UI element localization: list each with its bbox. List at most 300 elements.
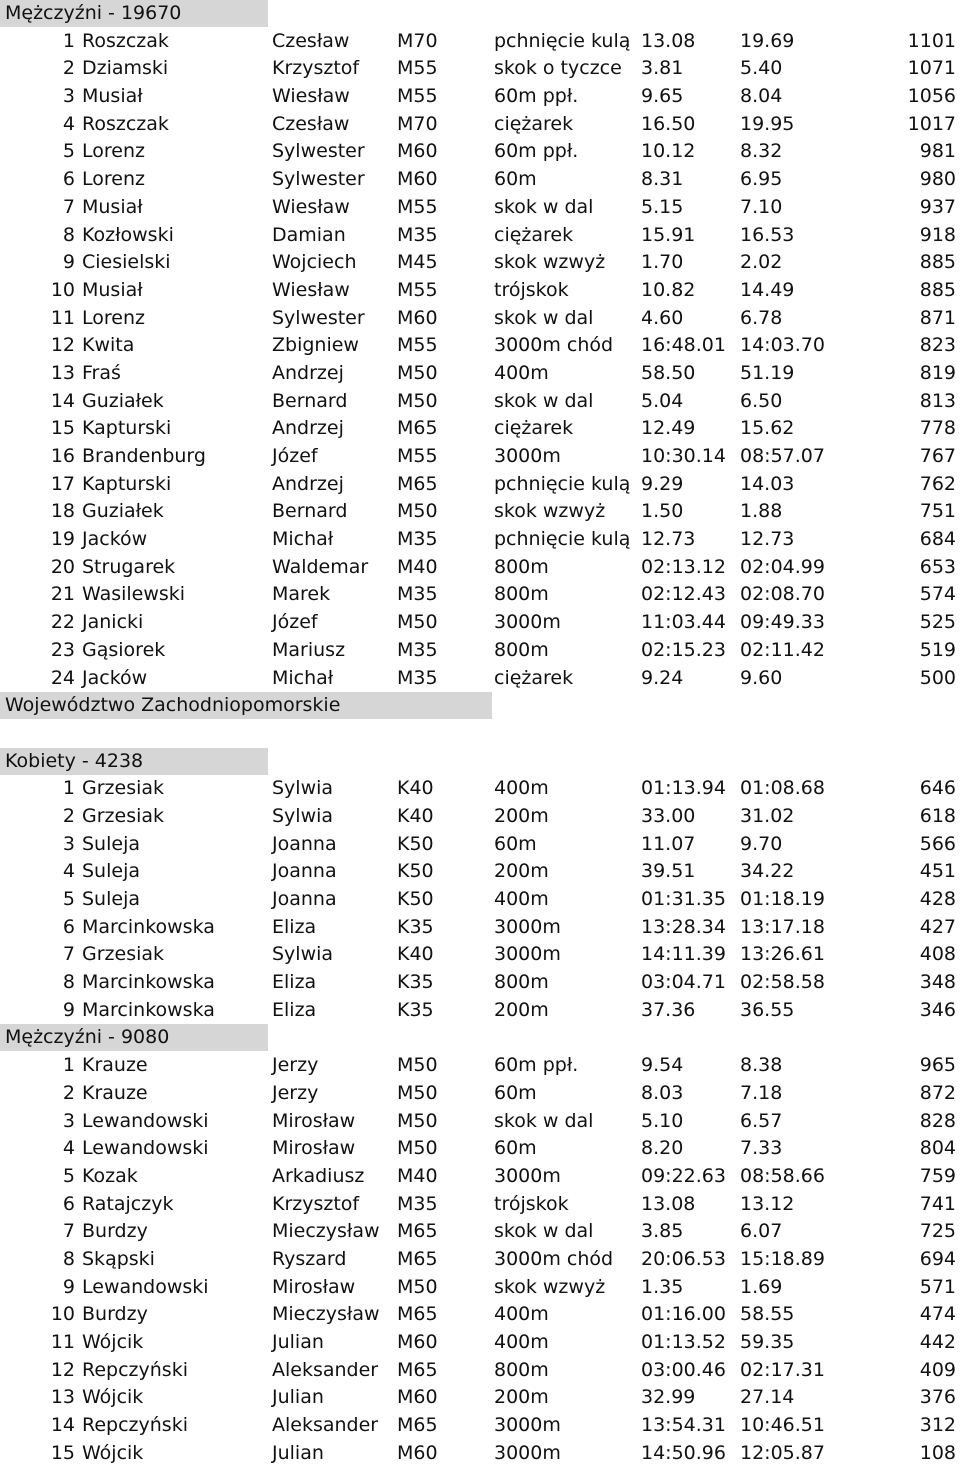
first-name: Joanna bbox=[272, 888, 337, 910]
age-category: M50 bbox=[397, 389, 438, 412]
first-name: Czesław bbox=[272, 29, 350, 52]
age-graded-result: 59.35 bbox=[740, 1331, 795, 1353]
surname: Lorenz bbox=[82, 168, 145, 191]
event: 400m bbox=[494, 361, 549, 384]
points: 981 bbox=[919, 140, 956, 163]
event: ciężarek bbox=[494, 417, 574, 440]
rank-number: 14 bbox=[50, 1414, 75, 1437]
result: 5.15 bbox=[641, 195, 684, 218]
first-name: Joanna bbox=[272, 860, 337, 883]
rank-number: 5 bbox=[62, 140, 75, 163]
result: 13:28.34 bbox=[641, 915, 726, 938]
event: skok w dal bbox=[494, 389, 594, 412]
age-category: K50 bbox=[397, 832, 434, 855]
table-row bbox=[0, 1357, 960, 1385]
table-row bbox=[0, 194, 960, 222]
result: 1.35 bbox=[641, 1275, 684, 1298]
age-graded-result: 02:11.42 bbox=[740, 638, 825, 661]
points: 813 bbox=[919, 389, 956, 412]
table-row bbox=[0, 1301, 960, 1329]
first-name: Julian bbox=[272, 1331, 324, 1353]
points: 566 bbox=[919, 832, 956, 855]
surname: Kozłowski bbox=[82, 223, 174, 246]
age-category: K50 bbox=[397, 888, 434, 910]
table-row bbox=[0, 471, 960, 499]
age-graded-result: 09:49.33 bbox=[740, 611, 825, 634]
surname: Krauze bbox=[82, 1081, 148, 1104]
age-category: M65 bbox=[397, 1220, 438, 1243]
table-row bbox=[0, 28, 960, 56]
result: 13:54.31 bbox=[641, 1414, 726, 1437]
section-header-row bbox=[0, 0, 960, 28]
rank-number: 1 bbox=[62, 29, 75, 52]
surname: Burdzy bbox=[82, 1303, 148, 1326]
event: skok o tyczce bbox=[494, 57, 622, 80]
event: 3000m bbox=[494, 611, 561, 634]
event: 400m bbox=[494, 1303, 549, 1326]
points: 885 bbox=[919, 251, 956, 274]
rank-number: 21 bbox=[50, 583, 75, 606]
age-graded-result: 10:46.51 bbox=[740, 1414, 825, 1437]
result: 13.08 bbox=[641, 1192, 696, 1215]
age-category: M70 bbox=[397, 29, 438, 52]
age-graded-result: 5.40 bbox=[740, 57, 783, 80]
points: 409 bbox=[919, 1358, 956, 1381]
rank-number: 6 bbox=[62, 168, 75, 191]
age-category: M55 bbox=[397, 278, 438, 301]
first-name: Józef bbox=[272, 611, 318, 634]
age-graded-result: 02:17.31 bbox=[740, 1358, 825, 1381]
result: 20:06.53 bbox=[641, 1247, 726, 1270]
age-graded-result: 16.53 bbox=[740, 223, 795, 246]
surname: Roszczak bbox=[82, 112, 169, 135]
first-name: Sylwester bbox=[272, 168, 365, 191]
result: 8.20 bbox=[641, 1137, 684, 1160]
table-row bbox=[0, 277, 960, 305]
table-row bbox=[0, 1080, 960, 1108]
first-name: Ryszard bbox=[272, 1247, 347, 1270]
age-category: M55 bbox=[397, 57, 438, 80]
result: 5.10 bbox=[641, 1109, 684, 1132]
points: 871 bbox=[919, 306, 956, 329]
first-name: Julian bbox=[272, 1441, 324, 1464]
table-row bbox=[0, 1384, 960, 1412]
table-row bbox=[0, 1191, 960, 1219]
points: 408 bbox=[919, 943, 956, 966]
age-category: K40 bbox=[397, 943, 434, 966]
age-graded-result: 9.60 bbox=[740, 666, 783, 689]
event: trójskok bbox=[494, 1192, 569, 1215]
result: 15.91 bbox=[641, 223, 696, 246]
surname: Skąpski bbox=[82, 1247, 155, 1270]
result: 8.03 bbox=[641, 1081, 684, 1104]
table-row bbox=[0, 1135, 960, 1163]
table-row bbox=[0, 415, 960, 443]
points: 751 bbox=[919, 500, 956, 523]
age-category: M60 bbox=[397, 306, 438, 329]
age-category: M35 bbox=[397, 1192, 438, 1215]
rank-number: 8 bbox=[62, 971, 75, 994]
surname: Strugarek bbox=[82, 555, 176, 578]
points: 348 bbox=[919, 971, 956, 994]
first-name: Zbigniew bbox=[272, 334, 359, 357]
table-row bbox=[0, 526, 960, 554]
result: 11.07 bbox=[641, 832, 696, 855]
age-graded-result: 31.02 bbox=[740, 804, 795, 827]
result: 14:50.96 bbox=[641, 1441, 726, 1464]
result: 39.51 bbox=[641, 860, 696, 883]
age-graded-result: 9.70 bbox=[740, 832, 783, 855]
result: 58.50 bbox=[641, 361, 696, 384]
first-name: Krzysztof bbox=[272, 1192, 360, 1215]
points: 741 bbox=[919, 1192, 956, 1215]
event: pchnięcie kulą bbox=[494, 29, 631, 52]
points: 980 bbox=[919, 168, 956, 191]
section-header-row bbox=[0, 692, 960, 720]
points: 1101 bbox=[907, 29, 956, 52]
table-row bbox=[0, 1052, 960, 1080]
surname: Kozak bbox=[82, 1164, 138, 1187]
rank-number: 22 bbox=[50, 611, 75, 634]
points: 872 bbox=[919, 1081, 956, 1104]
points: 519 bbox=[919, 638, 956, 661]
table-row bbox=[0, 249, 960, 277]
surname: Krauze bbox=[82, 1054, 148, 1077]
age-graded-result: 02:08.70 bbox=[740, 583, 825, 606]
first-name: Mirosław bbox=[272, 1275, 356, 1298]
rank-number: 15 bbox=[50, 417, 75, 440]
table-row bbox=[0, 831, 960, 859]
surname: Kapturski bbox=[82, 417, 172, 440]
table-row bbox=[0, 581, 960, 609]
rank-number: 4 bbox=[62, 112, 75, 135]
age-category: M35 bbox=[397, 528, 438, 551]
points: 684 bbox=[919, 528, 956, 551]
event: 800m bbox=[494, 555, 549, 578]
surname: Jacków bbox=[82, 528, 148, 551]
first-name: Bernard bbox=[272, 389, 348, 412]
first-name: Eliza bbox=[272, 915, 317, 938]
event: pchnięcie kulą bbox=[494, 472, 631, 495]
age-category: M50 bbox=[397, 500, 438, 523]
first-name: Aleksander bbox=[272, 1414, 379, 1437]
age-category: M65 bbox=[397, 1303, 438, 1326]
result: 11:03.44 bbox=[641, 611, 726, 634]
rank-number: 12 bbox=[50, 334, 75, 357]
result: 12.73 bbox=[641, 528, 696, 551]
age-category: M50 bbox=[397, 1054, 438, 1077]
surname: Roszczak bbox=[82, 29, 169, 52]
age-graded-result: 08:58.66 bbox=[740, 1164, 825, 1187]
first-name: Sylwia bbox=[272, 943, 334, 966]
table-row bbox=[0, 803, 960, 831]
result: 10.82 bbox=[641, 278, 696, 301]
surname: Marcinkowska bbox=[82, 971, 215, 994]
first-name: Waldemar bbox=[272, 555, 369, 578]
rank-number: 15 bbox=[50, 1441, 75, 1464]
points: 804 bbox=[919, 1137, 956, 1160]
table-row bbox=[0, 55, 960, 83]
surname: Repczyński bbox=[82, 1414, 188, 1437]
age-category: M35 bbox=[397, 223, 438, 246]
rank-number: 2 bbox=[62, 804, 75, 827]
table-row bbox=[0, 554, 960, 582]
points: 937 bbox=[919, 195, 956, 218]
rank-number: 1 bbox=[62, 777, 75, 800]
table-row bbox=[0, 1163, 960, 1191]
table-row bbox=[0, 138, 960, 166]
event: 800m bbox=[494, 638, 549, 661]
event: 200m bbox=[494, 860, 549, 883]
age-category: M35 bbox=[397, 666, 438, 689]
first-name: Eliza bbox=[272, 971, 317, 994]
table-row bbox=[0, 360, 960, 388]
age-category: M50 bbox=[397, 1137, 438, 1160]
rank-number: 7 bbox=[62, 1220, 75, 1243]
points: 1056 bbox=[907, 85, 956, 108]
age-graded-result: 6.50 bbox=[740, 389, 783, 412]
table-row bbox=[0, 609, 960, 637]
age-graded-result: 12.73 bbox=[740, 528, 795, 551]
event: trójskok bbox=[494, 278, 569, 301]
points: 918 bbox=[919, 223, 956, 246]
rank-number: 7 bbox=[62, 195, 75, 218]
first-name: Michał bbox=[272, 528, 334, 551]
surname: Lewandowski bbox=[82, 1109, 209, 1132]
event: 800m bbox=[494, 1358, 549, 1381]
age-graded-result: 7.33 bbox=[740, 1137, 783, 1160]
section-header: Mężczyźni - 19670 bbox=[0, 0, 268, 27]
table-row bbox=[0, 388, 960, 416]
section-header: Województwo Zachodniopomorskie bbox=[0, 692, 492, 719]
spacer-row bbox=[0, 720, 960, 748]
first-name: Arkadiusz bbox=[272, 1164, 365, 1187]
points: 346 bbox=[919, 998, 956, 1021]
section-header-row bbox=[0, 748, 960, 776]
points: 571 bbox=[919, 1275, 956, 1298]
points: 725 bbox=[919, 1220, 956, 1243]
age-graded-result: 14:03.70 bbox=[740, 334, 825, 357]
points: 778 bbox=[919, 417, 956, 440]
age-category: M65 bbox=[397, 417, 438, 440]
rank-number: 24 bbox=[50, 666, 75, 689]
age-category: K50 bbox=[397, 860, 434, 883]
event: skok w dal bbox=[494, 1109, 594, 1132]
points: 885 bbox=[919, 278, 956, 301]
first-name: Mieczysław bbox=[272, 1220, 380, 1243]
table-row bbox=[0, 1246, 960, 1274]
age-graded-result: 7.18 bbox=[740, 1081, 783, 1104]
result: 16.50 bbox=[641, 112, 696, 135]
age-graded-result: 1.88 bbox=[740, 500, 783, 523]
points: 965 bbox=[919, 1054, 956, 1077]
event: 60m ppł. bbox=[494, 1054, 579, 1077]
age-category: M65 bbox=[397, 1358, 438, 1381]
age-category: M50 bbox=[397, 611, 438, 634]
points: 694 bbox=[919, 1247, 956, 1270]
points: 451 bbox=[919, 860, 956, 883]
event: 3000m chód bbox=[494, 1247, 614, 1270]
result: 02:15.23 bbox=[641, 638, 726, 661]
first-name: Andrzej bbox=[272, 361, 344, 384]
event: skok w dal bbox=[494, 306, 594, 329]
event: 800m bbox=[494, 583, 549, 606]
first-name: Czesław bbox=[272, 112, 350, 135]
surname: Wasilewski bbox=[82, 583, 186, 606]
points: 442 bbox=[919, 1331, 956, 1353]
points: 767 bbox=[919, 445, 956, 467]
surname: Repczyński bbox=[82, 1358, 188, 1381]
table-row bbox=[0, 222, 960, 250]
rank-number: 6 bbox=[62, 915, 75, 938]
table-row bbox=[0, 1218, 960, 1246]
surname: Ratajczyk bbox=[82, 1192, 174, 1215]
points: 474 bbox=[919, 1303, 956, 1326]
points: 574 bbox=[919, 583, 956, 606]
first-name: Sylwia bbox=[272, 777, 334, 800]
surname: Wójcik bbox=[82, 1331, 144, 1353]
age-graded-result: 13.12 bbox=[740, 1192, 795, 1215]
age-category: M35 bbox=[397, 638, 438, 661]
points: 312 bbox=[919, 1414, 956, 1437]
rank-number: 10 bbox=[50, 1303, 75, 1326]
rank-number: 17 bbox=[50, 472, 75, 495]
result: 03:00.46 bbox=[641, 1358, 726, 1381]
rank-number: 3 bbox=[62, 85, 75, 108]
event: 400m bbox=[494, 888, 549, 910]
first-name: Joanna bbox=[272, 832, 337, 855]
surname: Burdzy bbox=[82, 1220, 148, 1243]
age-category: M55 bbox=[397, 195, 438, 218]
age-category: M50 bbox=[397, 1109, 438, 1132]
rank-number: 5 bbox=[62, 1164, 75, 1187]
event: 60m bbox=[494, 832, 537, 855]
section-header: Kobiety - 4238 bbox=[0, 748, 268, 775]
age-graded-result: 01:18.19 bbox=[740, 888, 825, 910]
rank-number: 6 bbox=[62, 1192, 75, 1215]
surname: Guziałek bbox=[82, 500, 164, 523]
first-name: Andrzej bbox=[272, 417, 344, 440]
surname: Janicki bbox=[82, 611, 144, 634]
age-category: K35 bbox=[397, 915, 434, 938]
event: 60m ppł. bbox=[494, 140, 579, 163]
table-row bbox=[0, 443, 960, 471]
points: 828 bbox=[919, 1109, 956, 1132]
points: 525 bbox=[919, 611, 956, 634]
result: 16:48.01 bbox=[641, 334, 726, 357]
event: 3000m bbox=[494, 445, 561, 467]
first-name: Wiesław bbox=[272, 278, 350, 301]
rank-number: 9 bbox=[62, 1275, 75, 1298]
first-name: Wiesław bbox=[272, 85, 350, 108]
age-category: M55 bbox=[397, 85, 438, 108]
event: skok wzwyż bbox=[494, 500, 606, 523]
age-category: M60 bbox=[397, 140, 438, 163]
points: 823 bbox=[919, 334, 956, 357]
surname: Grzesiak bbox=[82, 777, 165, 800]
event: ciężarek bbox=[494, 112, 574, 135]
rank-number: 5 bbox=[62, 888, 75, 910]
rank-number: 4 bbox=[62, 1137, 75, 1160]
first-name: Krzysztof bbox=[272, 57, 360, 80]
table-row bbox=[0, 1108, 960, 1136]
first-name: Mirosław bbox=[272, 1137, 356, 1160]
surname: Dziamski bbox=[82, 57, 169, 80]
event: 800m bbox=[494, 971, 549, 994]
section-header-row bbox=[0, 1024, 960, 1052]
age-graded-result: 6.57 bbox=[740, 1109, 783, 1132]
rank-number: 19 bbox=[50, 528, 75, 551]
surname: Wójcik bbox=[82, 1386, 144, 1409]
result: 14:11.39 bbox=[641, 943, 726, 966]
first-name: Michał bbox=[272, 666, 334, 689]
age-graded-result: 8.32 bbox=[740, 140, 783, 163]
result: 9.24 bbox=[641, 666, 684, 689]
points: 618 bbox=[919, 804, 956, 827]
first-name: Jerzy bbox=[272, 1081, 319, 1104]
first-name: Mieczysław bbox=[272, 1303, 380, 1326]
event: 200m bbox=[494, 998, 549, 1021]
event: 60m bbox=[494, 168, 537, 191]
result: 13.08 bbox=[641, 29, 696, 52]
age-graded-result: 12:05.87 bbox=[740, 1441, 825, 1464]
age-graded-result: 14.49 bbox=[740, 278, 795, 301]
table-row bbox=[0, 1274, 960, 1302]
surname: Gąsiorek bbox=[82, 638, 166, 661]
points: 108 bbox=[919, 1441, 956, 1464]
result: 3.81 bbox=[641, 57, 684, 80]
rank-number: 2 bbox=[62, 57, 75, 80]
age-graded-result: 8.38 bbox=[740, 1054, 783, 1077]
result: 10:30.14 bbox=[641, 445, 726, 467]
event: ciężarek bbox=[494, 666, 574, 689]
rank-number: 11 bbox=[50, 306, 75, 329]
event: 3000m chód bbox=[494, 334, 614, 357]
event: 200m bbox=[494, 1386, 549, 1409]
age-category: M60 bbox=[397, 1386, 438, 1409]
surname: Lorenz bbox=[82, 306, 145, 329]
rank-number: 3 bbox=[62, 1109, 75, 1132]
points: 427 bbox=[919, 915, 956, 938]
rank-number: 20 bbox=[50, 555, 75, 578]
table-row bbox=[0, 1412, 960, 1440]
age-category: M50 bbox=[397, 361, 438, 384]
age-category: K35 bbox=[397, 998, 434, 1021]
event: skok wzwyż bbox=[494, 1275, 606, 1298]
event: 60m bbox=[494, 1081, 537, 1104]
points: 1071 bbox=[907, 57, 956, 80]
table-row bbox=[0, 498, 960, 526]
rank-number: 11 bbox=[50, 1331, 75, 1353]
first-name: Sylwia bbox=[272, 804, 334, 827]
table-row bbox=[0, 858, 960, 886]
first-name: Józef bbox=[272, 445, 318, 467]
first-name: Wiesław bbox=[272, 195, 350, 218]
rank-number: 10 bbox=[50, 278, 75, 301]
age-graded-result: 19.69 bbox=[740, 29, 795, 52]
table-row bbox=[0, 83, 960, 111]
first-name: Sylwester bbox=[272, 306, 365, 329]
event: pchnięcie kulą bbox=[494, 528, 631, 551]
age-graded-result: 15:18.89 bbox=[740, 1247, 825, 1270]
event: 3000m bbox=[494, 1164, 561, 1187]
surname: Musiał bbox=[82, 195, 143, 218]
result: 01:13.94 bbox=[641, 777, 726, 800]
age-graded-result: 2.02 bbox=[740, 251, 783, 274]
surname: Grzesiak bbox=[82, 943, 165, 966]
age-graded-result: 08:57.07 bbox=[740, 445, 825, 467]
rank-number: 13 bbox=[50, 361, 75, 384]
